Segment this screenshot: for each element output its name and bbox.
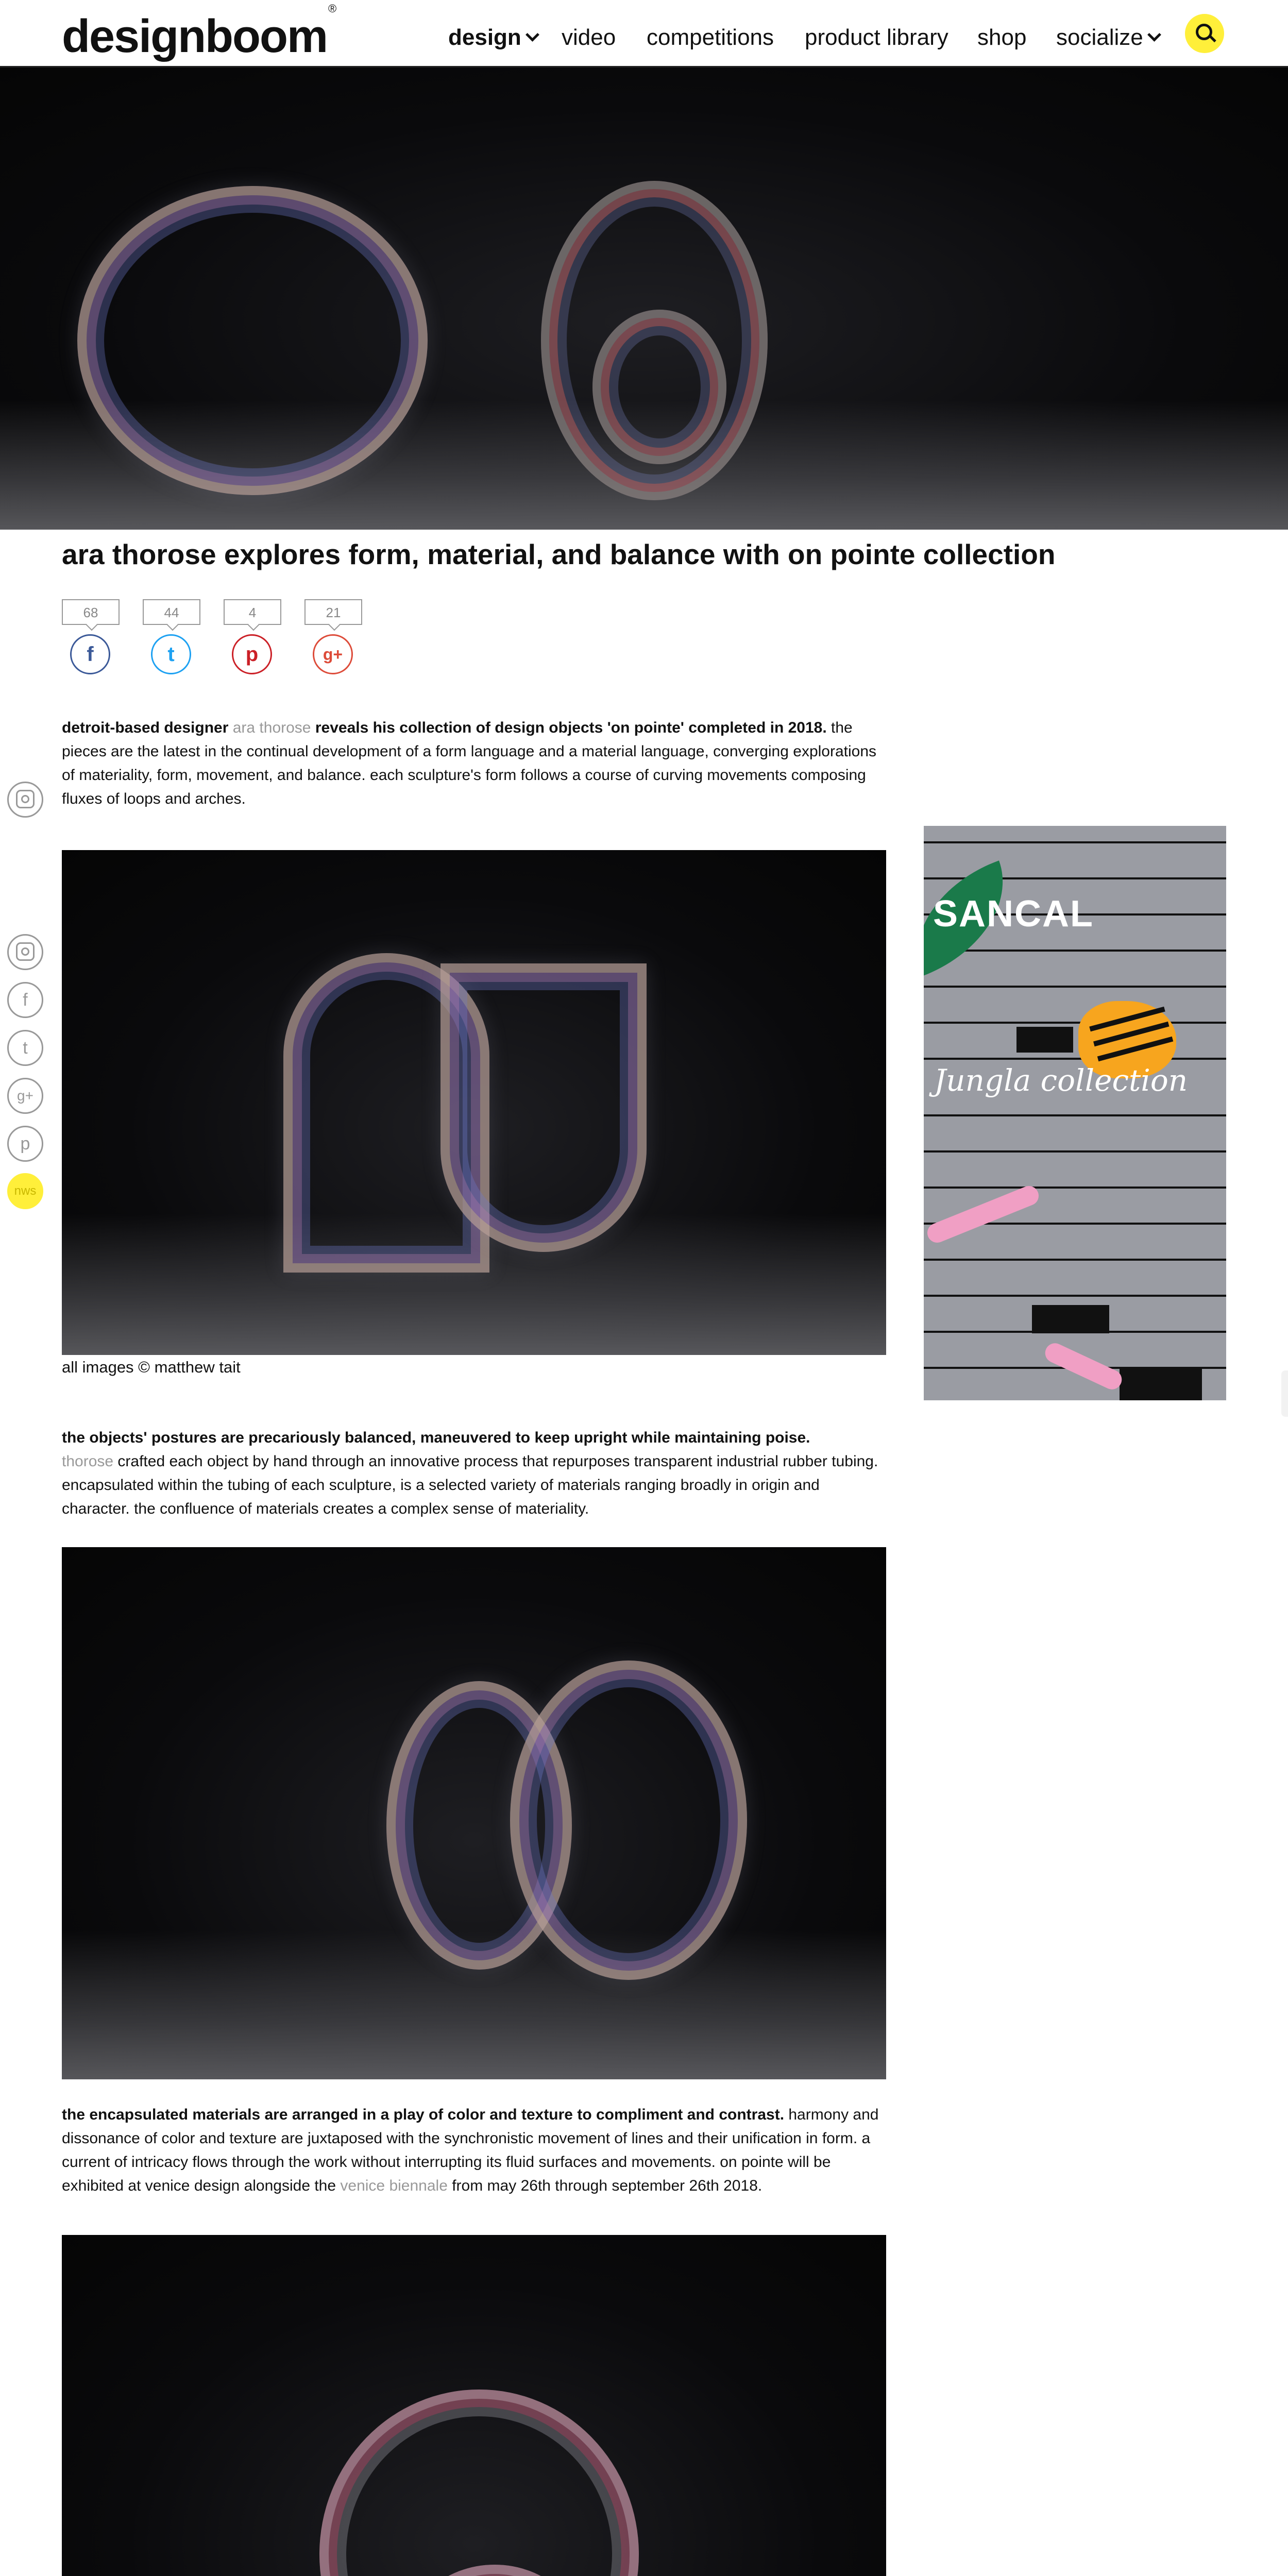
share-facebook[interactable]: [62, 599, 122, 674]
facebook-icon: f: [70, 634, 110, 674]
chevron-down-icon: [1147, 28, 1161, 42]
nav-socialize[interactable]: socialize: [1056, 25, 1159, 50]
share-count: 4: [224, 599, 281, 625]
instagram-icon[interactable]: [7, 934, 43, 970]
article-title: ara thorose explores form, material, and balance with on pointe collection: [62, 538, 1056, 570]
pinterest-icon: p: [232, 634, 272, 674]
hero-image: [0, 67, 1288, 530]
ad-tagline: Jungla collection: [934, 1063, 1188, 1098]
nav-shop[interactable]: shop: [977, 25, 1027, 50]
nav-product-library[interactable]: product library: [805, 25, 948, 50]
nws-icon[interactable]: nws: [7, 1173, 43, 1209]
sculpture-loop: [319, 2389, 639, 2576]
share-pinterest[interactable]: [224, 599, 283, 674]
facebook-icon[interactable]: f: [7, 982, 43, 1018]
venice-biennale-link[interactable]: venice biennale: [340, 2177, 448, 2194]
share-twitter[interactable]: [143, 599, 202, 674]
article-paragraph: the objects' postures are precariously balanced, maneuvered to keep upright while maintaining poise. thorose crafted each object by hand through an innovative process that repurposes transparent industrial rubber tubing. encapsulated within the tubing of each sculpture, is a selected variety of materials ranging broadly in origin and character. the confluence of materials creates a complex sense of materiality.: [62, 1429, 878, 1517]
designer-link[interactable]: thorose: [62, 1453, 114, 1470]
nav-design[interactable]: design: [448, 25, 537, 50]
article-image: [62, 2235, 886, 2576]
google-plus-icon[interactable]: g+: [7, 1078, 43, 1114]
twitter-icon[interactable]: t: [7, 1030, 43, 1066]
instagram-icon[interactable]: [7, 782, 43, 818]
sancal-ad[interactable]: [924, 826, 1226, 1400]
article-image: [62, 850, 886, 1355]
sculpture-arch: [77, 186, 428, 495]
share-count: 21: [304, 599, 362, 625]
nav-video[interactable]: video: [562, 25, 616, 50]
article-paragraph: detroit-based designer ara thorose reveals his collection of design objects 'on pointe' completed in 2018. the pieces are the latest in the continual development of a form language and a material language, converging explorations of materiality, form, movement, and balance. each sculpture's form follows a course of curving movements composing fluxes of loops and arches.: [62, 719, 877, 807]
share-count: 44: [143, 599, 200, 625]
chevron-down-icon: [526, 28, 539, 42]
article-paragraph: the encapsulated materials are arranged in a play of color and texture to compliment and contrast. harmony and dissonance of color and texture are juxtaposed with the synchronistic movement of lines and their unification in form. a current of intricacy flows through the work without interrupting its fluid surfaces and movements. on pointe will be exhibited at venice design alongside the venice biennale from may 26th through september 26th 2018.: [62, 2106, 879, 2194]
google-plus-icon: g+: [313, 634, 353, 674]
designboom-logo[interactable]: designboom®: [62, 2, 336, 62]
article-image: [62, 1547, 886, 2079]
nav-competitions[interactable]: competitions: [647, 25, 774, 50]
image-caption: all images © matthew tait: [62, 1358, 241, 1376]
snake-illustration: [924, 1183, 1041, 1245]
share-google-plus[interactable]: [304, 599, 364, 674]
ad-brand: SANCAL: [933, 893, 1094, 935]
site-header: [0, 0, 1288, 67]
search-button[interactable]: [1185, 14, 1224, 53]
share-count: 68: [62, 599, 120, 625]
designer-link[interactable]: ara thorose: [232, 719, 311, 736]
scroll-tab[interactable]: [1281, 1370, 1288, 1417]
snake-illustration: [1042, 1340, 1125, 1393]
pinterest-icon[interactable]: p: [7, 1126, 43, 1162]
twitter-icon: t: [151, 634, 191, 674]
